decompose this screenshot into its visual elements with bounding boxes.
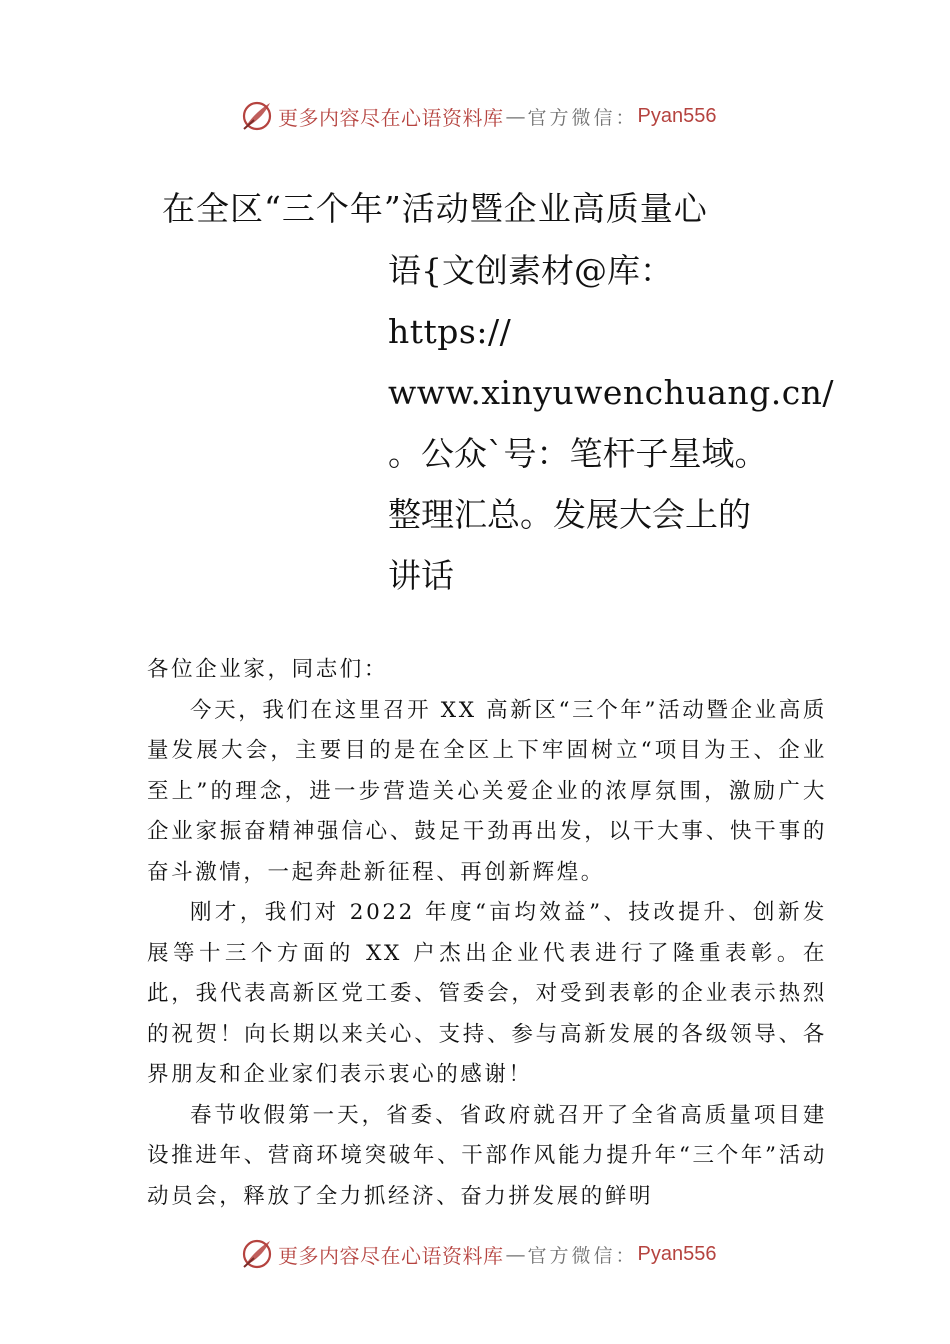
footer-banner [240, 1234, 760, 1274]
speech-body [147, 650, 827, 1217]
document-title-line-2: 语{文创素材@库： [388, 251, 673, 290]
quill-logo-icon [240, 99, 274, 133]
salutation: 各位企业家，同志们： [147, 657, 389, 682]
paragraph-2: 刚才，我们对 2022 年度“亩均效益”、技改提升、创新发展等十三个方面的 XX 户杰出企业代表进行了隆重表彰。在此，我代表高新区党工委、管委会，对受到表彰的企业表示热烈的祝贺！向长期以来关心、支持、参与高新发展的各级领导、各界朋友和企业家们表示衷心的感谢！ [147, 900, 827, 1087]
document-title-line-5: 。公众`号：笔杆子星域。 [388, 434, 768, 473]
banner-brand-text: 更多内容尽在心语资料库 [278, 1243, 504, 1268]
document-title-line-4: www.xinyuwenchuang.cn/ [388, 373, 835, 412]
banner-wechat-id: Pyan556 [637, 1242, 717, 1265]
header-banner [240, 96, 760, 136]
paragraph-3: 春节收假第一天，省委、省政府就召开了全省高质量项目建设推进年、营商环境突破年、干部作风能力提升年“三个年”活动动员会，释放了全力抓经济、奋力拼发展的鲜明 [147, 1102, 827, 1209]
banner-brand-text: 更多内容尽在心语资料库 [278, 105, 504, 130]
banner-wechat-label: 官方微信： [527, 1244, 638, 1267]
document-title-line-6: 整理汇总。发展大会上的 [388, 495, 751, 534]
banner-separator: — [505, 104, 526, 128]
quill-logo-icon [240, 1237, 274, 1271]
paragraph-1: 今天，我们在这里召开 XX 高新区“三个年”活动暨企业高质量发展大会，主要目的是在全区上下牢固树立“项目为王、企业至上”的理念，进一步营造关心关爱企业的浓厚氛围，激励广大企业家振奋精神强信心、鼓足干劲再出发，以干大事、快干事的奋斗激情，一起奔赴新征程、再创新辉煌。 [147, 697, 827, 885]
banner-wechat-id: Pyan556 [637, 104, 717, 127]
document-title-line-1: 在全区“三个年”活动暨企业高质量心 [162, 189, 708, 228]
document-title-line-3: https:// [388, 312, 512, 351]
document-title-line-7: 讲话 [388, 556, 454, 595]
banner-wechat-label: 官方微信： [527, 106, 638, 129]
document-title-continuation [388, 240, 834, 606]
banner-separator: — [505, 1242, 526, 1266]
